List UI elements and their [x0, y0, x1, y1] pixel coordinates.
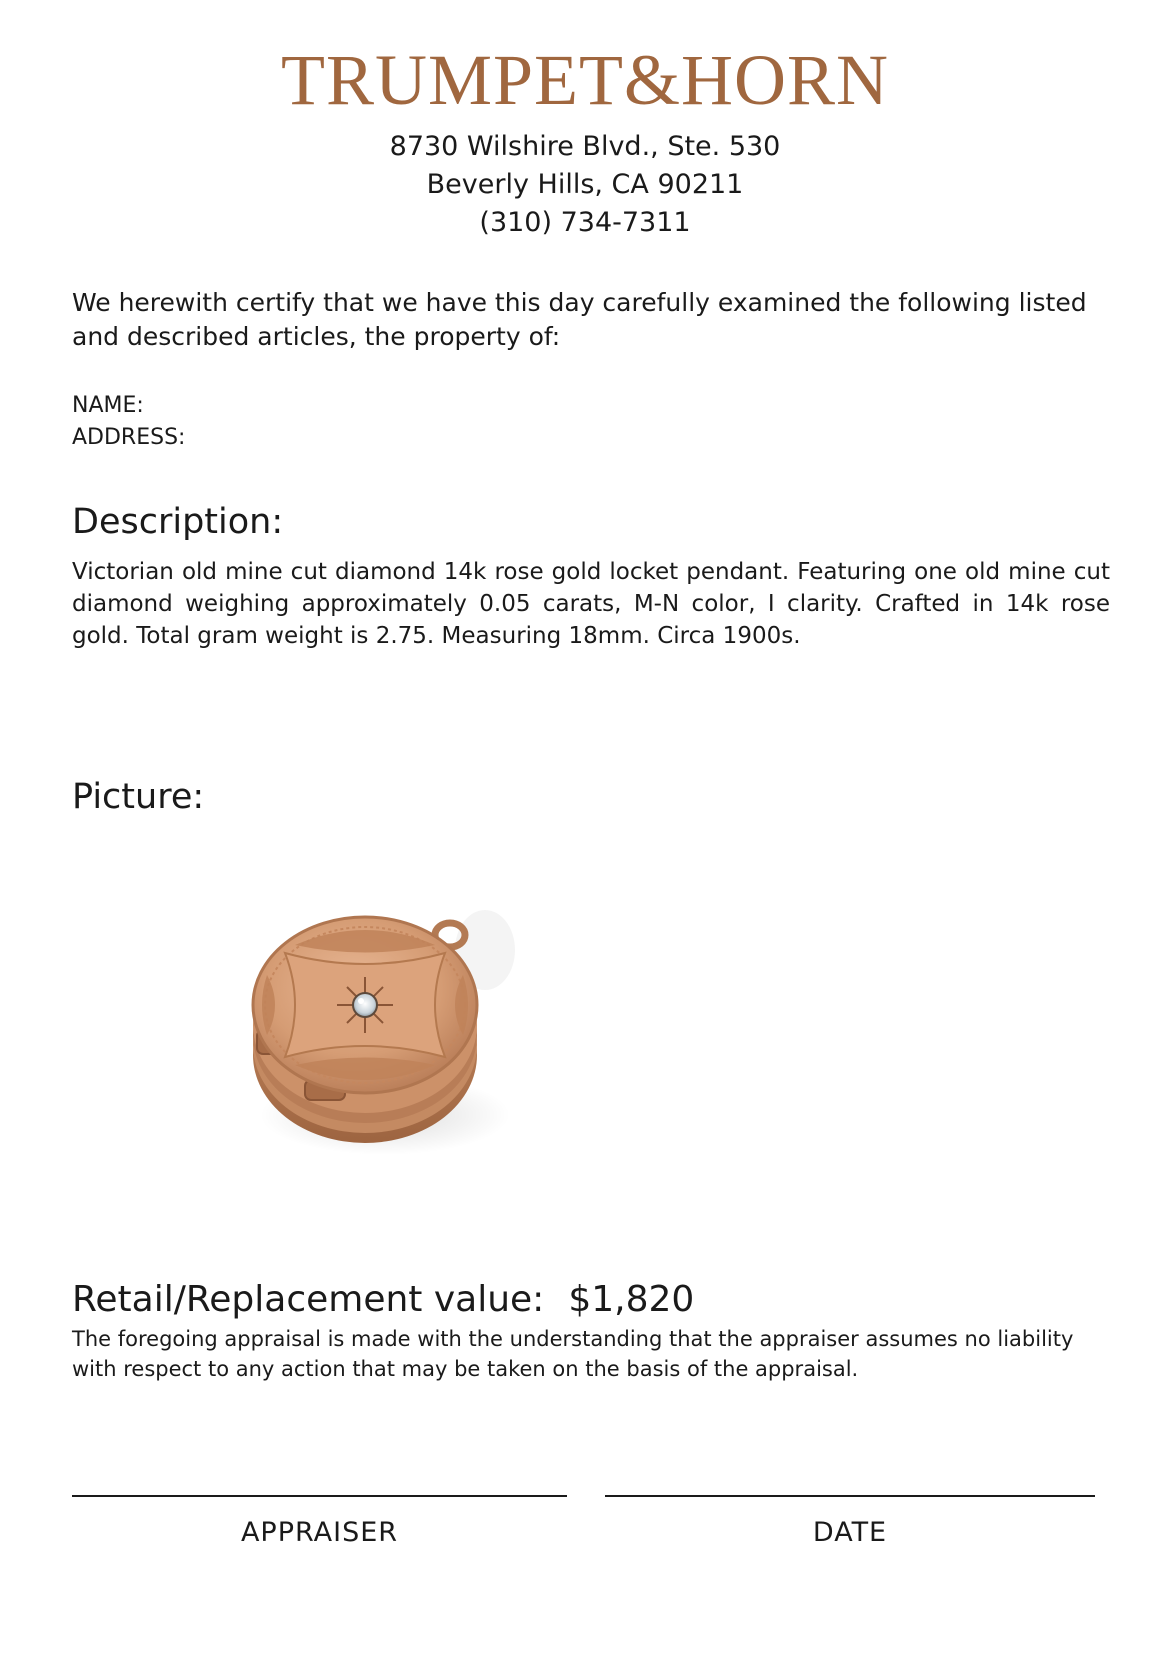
phone-number: (310) 734-7311	[479, 207, 691, 238]
rose-gold-locket-pendant-icon	[235, 905, 535, 1175]
description-heading: Description:	[72, 502, 284, 542]
name-label: NAME:	[72, 393, 144, 418]
address-line-1: 8730 Wilshire Blvd., Ste. 530	[389, 131, 781, 162]
valuation-label: Retail/Replacement value:	[72, 1279, 545, 1320]
description-text: Victorian old mine cut diamond 14k rose gold locket pendant. Featuring one old mine cut diamond weighing approximately 0.05 carats, M-N color, I clarity. Crafted in 14k rose gold. Total gram weight is 2.75. Measuring 18mm. Circa 1900s.	[72, 559, 1110, 649]
appraiser-label: APPRAISER	[240, 1517, 399, 1548]
owner-fields	[72, 390, 185, 454]
date-label: DATE	[812, 1517, 888, 1548]
valuation-amount: $1,820	[568, 1279, 695, 1320]
appraisal-disclaimer: The foregoing appraisal is made with the understanding that the appraiser assumes no liability with respect to any action that may be taken on the basis of the appraisal.	[72, 1327, 1074, 1381]
locket-image	[235, 905, 535, 1175]
valuation-line	[72, 1277, 694, 1323]
date-signature-line	[605, 1495, 1095, 1497]
brand-logo: TRUMPET&HORN	[280, 40, 890, 120]
address-line-2: Beverly Hills, CA 90211	[426, 169, 744, 200]
address-label: ADDRESS:	[72, 425, 186, 450]
appraiser-signature-line	[72, 1495, 567, 1497]
business-address	[0, 128, 1170, 242]
picture-heading: Picture:	[72, 777, 205, 817]
certification-statement: We herewith certify that we have this day carefully examined the following listed and described articles, the property of:	[72, 288, 1087, 351]
